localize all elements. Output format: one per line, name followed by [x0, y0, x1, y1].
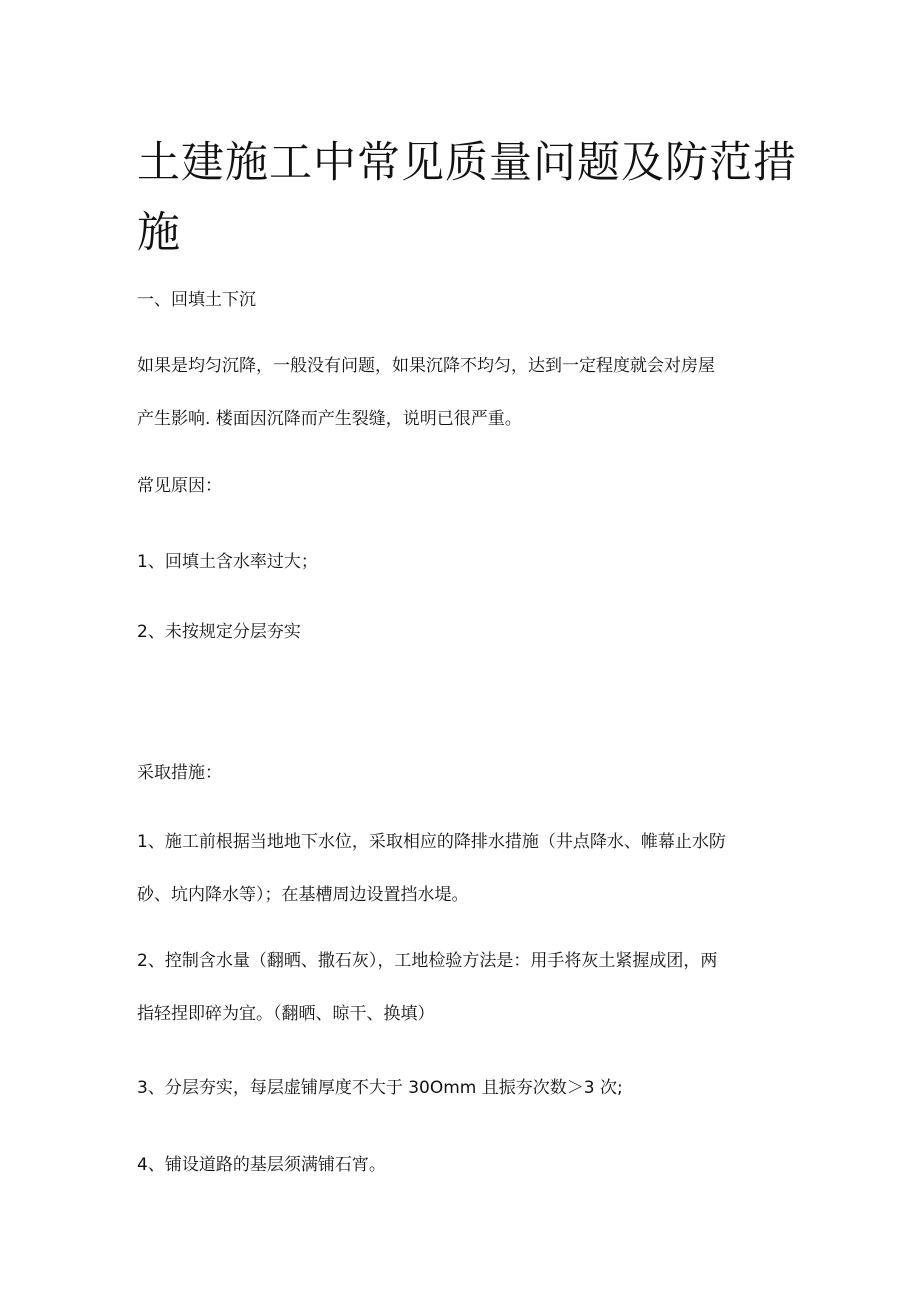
intro-paragraph: [137, 340, 787, 446]
measure-2-line-2: 指轻捏即碎为宜。（翻晒、晾干、换填）: [137, 1004, 435, 1024]
cause-item-2: 2、未按规定分层夯实: [137, 622, 301, 642]
title-line-1: 土建施工中常见质量问题及防范措: [137, 138, 797, 188]
document-title: [137, 128, 797, 268]
intro-line-1: 如果是均匀沉降，一般没有问题，如果沉降不均匀，达到一定程度就会对房屋: [137, 356, 715, 376]
measures-heading: 采取措施：: [137, 763, 222, 783]
section-heading: 一、回填土下沉: [137, 290, 256, 310]
measure-2-line-1: 2、控制含水量（翻晒、撒石灰），工地检验方法是：用手将灰土紧握成团，两: [137, 951, 718, 971]
measure-item-1: [137, 816, 787, 922]
causes-heading: 常见原因：: [137, 476, 222, 496]
cause-item-1: 1、回填土含水率过大；: [137, 552, 318, 572]
measure-item-3: 3、分层夯实，每层虚铺厚度不大于 30Omm 且振夯次数＞3 次;: [137, 1078, 623, 1098]
measure-item-2: [137, 935, 787, 1041]
intro-line-2: 产生影响. 楼面因沉降而产生裂缝，说明已很严重。: [137, 409, 522, 429]
title-line-2: 施: [137, 208, 181, 258]
measure-1-line-2: 砂、坑内降水等）；在基槽周边设置挡水堤。: [137, 885, 469, 905]
measure-item-4: 4、铺设道路的基层须满铺石宵。: [137, 1155, 386, 1175]
measure-1-line-1: 1、施工前根据当地地下水位，采取相应的降排水措施（井点降水、帷幕止水防: [137, 832, 726, 852]
